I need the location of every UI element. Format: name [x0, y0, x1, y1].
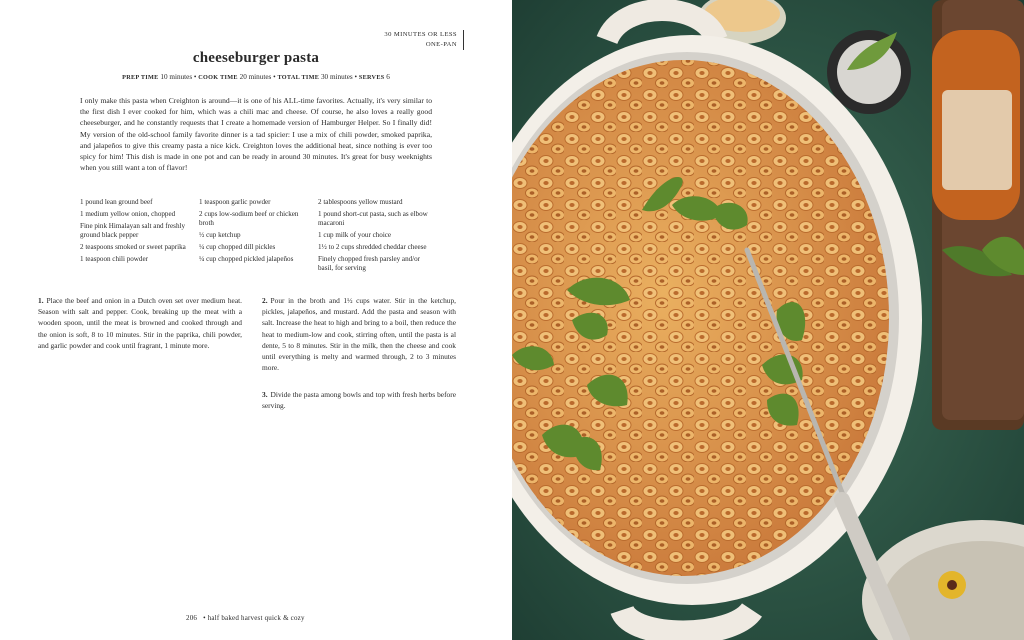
serves-value: 6: [386, 73, 390, 81]
ingredient-item: Finely chopped fresh parsley and/or basil, for serving: [318, 255, 421, 272]
ingredient-item: 1 medium yellow onion, chopped: [80, 210, 176, 219]
step-text: Divide the pasta among bowls and top with fresh herbs before serving.: [262, 390, 456, 411]
serves-label: SERVES: [358, 74, 385, 81]
ingredient-item: 1 teaspoon chili powder: [80, 255, 148, 264]
ingredients-column-1: [80, 198, 195, 267]
page-number: 206: [186, 614, 198, 622]
ingredient-item: 1 pound lean ground beef: [80, 198, 153, 206]
ingredient-item: 1 cup milk of your choice: [318, 230, 392, 239]
total-time-value: 30 minutes: [320, 73, 353, 81]
prep-time-label: PREP TIME: [122, 74, 159, 81]
step-3: [262, 389, 456, 411]
book-title: half baked harvest quick & cozy: [207, 614, 305, 622]
ingredient-item: ¼ cup chopped dill pickles: [199, 243, 276, 252]
tag-method: ONE-PAN: [425, 41, 457, 48]
step-number: 3.: [262, 390, 268, 399]
step-number: 1.: [38, 296, 44, 305]
ingredient-item: ¼ cup chopped pickled jalapeños: [199, 255, 294, 264]
ingredient-item: Fine pink Himalayan salt and freshly ground black pepper: [80, 222, 186, 239]
ingredient-item: 2 teaspoons smoked or sweet paprika: [80, 243, 186, 252]
recipe-tags: [384, 30, 464, 50]
ingredient-item: 2 cups low-sodium beef or chicken broth: [199, 210, 299, 227]
recipe-title: cheeseburger pasta: [192, 50, 320, 66]
prep-time-value: 10 minutes: [160, 73, 193, 81]
ingredients-column-3: [318, 198, 433, 276]
total-time-label: TOTAL TIME: [277, 74, 320, 81]
pasta-photo-illustration: [512, 0, 1024, 640]
recipe-meta: PREP TIME 10 minutes • COOK TIME 20 minutes • TOTAL TIME 30 minutes • SERVES 6: [122, 73, 390, 81]
page-footer: 206 • half baked harvest quick & cozy: [186, 614, 305, 622]
ingredient-item: 1 teaspoon garlic powder: [199, 198, 271, 206]
step-number: 2.: [262, 296, 268, 305]
ingredient-item: 1½ to 2 cups shredded cheddar cheese: [318, 243, 427, 252]
ingredient-item: ½ cup ketchup: [199, 230, 241, 239]
ingredient-item: 2 tablespoons yellow mustard: [318, 198, 403, 206]
tag-time: 30 MINUTES OR LESS: [384, 31, 457, 38]
food-photo: [512, 0, 1024, 640]
recipe-intro: I only make this pasta when Creighton is around—it is one of his ALL-time favorites. Actually, it's very similar to the first dish I ever cooked for him, which was a chili mac and cheese. Of course, he also loves a really good cheeseburger, and he constantly requests that I create a homemade version of Hamburger Helper. So I finally did! My version of the old-school family favorite dinner is a tad spicier: I use a mix of chili powder, smoked paprika, and jalapeños to give this creamy pasta a nice kick. Creighton loves the additional heat, since nothing is ever too spicy for him! This dish is made in one pot and can be ready in around 30 minutes. It's great for busy weeknights when you still want a ton of flavor!: [80, 96, 432, 173]
step-text: Pour in the broth and 1½ cups water. Stir in the ketchup, pickles, jalapeños, and mustard. Add the pasta and season with salt. Increase the heat to high and bring to a boil, then reduce the heat to medium-low and cook, stirring often, until the pasta is al dente, 5 to 8 minutes. Stir in the milk, then the cheese and cook until everything is melty and warmed through, 2 to 3 minutes more.: [262, 296, 456, 373]
step-2: [262, 295, 456, 373]
ingredients-column-2: [199, 198, 314, 267]
step-text: Place the beef and onion in a Dutch oven set over medium heat. Season with salt and pepper. Cook, breaking up the meat with a wooden spoon, until the meat is browned and cooked through and the onion is soft, 8 to 10 minutes. Stir in the paprika, chili powder, and garlic powder and cook until fragrant, 1 minute more.: [38, 296, 242, 350]
cook-time-label: COOK TIME: [198, 74, 238, 81]
cook-time-value: 20 minutes: [239, 73, 272, 81]
step-1: [38, 295, 242, 351]
ingredient-item: 1 pound short-cut pasta, such as elbow macaroni: [318, 210, 428, 227]
